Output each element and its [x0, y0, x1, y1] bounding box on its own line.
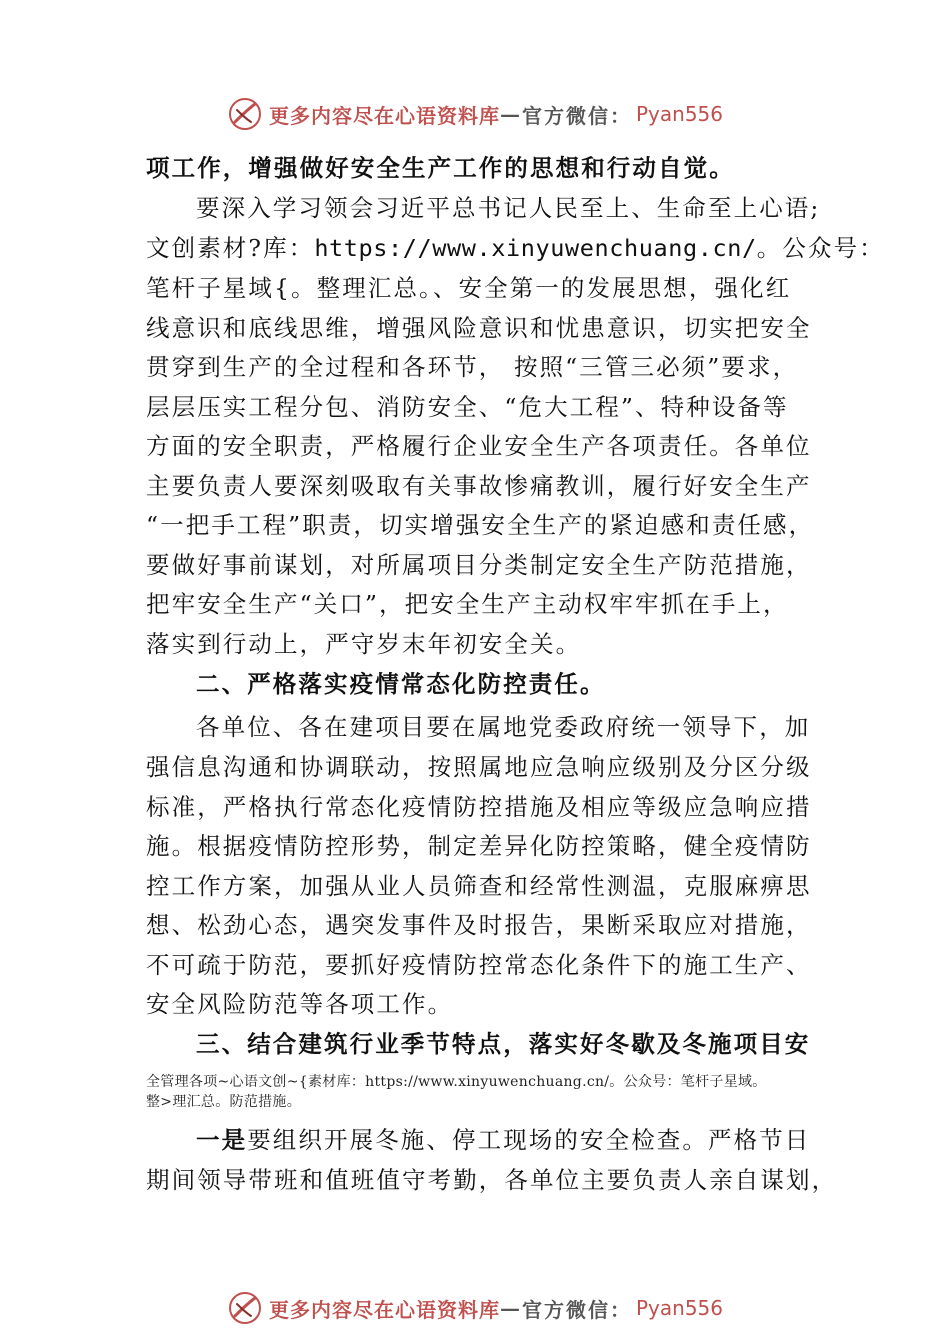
paragraph-line: 笔杆子星域{。整理汇总。、安全第一的发展思想，强化红	[146, 274, 792, 302]
banner-suffix: 官方微信：	[521, 103, 632, 128]
section-heading: 三、结合建筑行业季节特点，落实好冬歇及冬施项目安	[196, 1030, 811, 1058]
paragraph-line: 期间领导带班和值班值守考勤，各单位主要负责人亲自谋划，	[146, 1166, 838, 1194]
paragraph-line: 强信息沟通和协调联动，按照属地应急响应级别及分区分级	[146, 753, 812, 781]
banner-suffix: 官方微信：	[521, 1297, 632, 1322]
paragraph-line: 安全风险防范等各项工作。	[146, 990, 454, 1018]
paragraph-line: 方面的安全职责，严格履行企业安全生产各项责任。各单位	[146, 432, 812, 460]
banner-wechat-id: Pyan556	[635, 1296, 723, 1320]
paragraph-line: 层层压实工程分包、消防安全、“危大工程”、特种设备等	[146, 393, 789, 421]
text-fragment: 。公众号：	[756, 234, 885, 262]
paragraph-line: 标准，严格执行常态化疫情防控措施及相应等级应急响应措	[146, 793, 812, 821]
banner-prefix: 更多内容尽在心语资料库	[268, 1297, 500, 1322]
paragraph-line: 控工作方案，加强从业人员筛查和经常性测温，克服麻痹思	[146, 872, 812, 900]
paragraph-line: 落实到行动上，严守岁末年初安全关。	[146, 630, 582, 658]
banner-dash: —	[499, 1296, 522, 1320]
text-fragment: 文创素材?库：	[146, 234, 315, 262]
footer-banner	[0, 1288, 950, 1328]
paragraph-line-url	[146, 233, 885, 263]
brush-logo-icon	[227, 1290, 263, 1326]
paragraph-line: 不可疏于防范，要抓好疫情防控常态化条件下的施工生产、	[146, 951, 812, 979]
paragraph-line: 贯穿到生产的全过程和各环节， 按照“三管三必须”要求，	[146, 353, 799, 381]
paragraph-line: 要深入学习领会习近平总书记人民至上、生命至上心语;	[196, 194, 821, 222]
paragraph-line: 线意识和底线思维，增强风险意识和忧患意识，切实把安全	[146, 314, 812, 342]
paragraph-line: 项工作，增强做好安全生产工作的思想和行动自觉。	[146, 154, 735, 182]
paragraph-line: 各单位、各在建项目要在属地党委政府统一领导下，加	[196, 713, 811, 741]
paragraph-line: 施。根据疫情防控形势，制定差异化防控策略，健全疫情防	[146, 832, 812, 860]
paragraph-line	[196, 1125, 810, 1155]
banner-wechat-id: Pyan556	[635, 102, 723, 126]
banner-dash: —	[499, 102, 522, 126]
paragraph-line: 要做好事前谋划，对所属项目分类制定安全生产防范措施，	[146, 551, 812, 579]
emphasis-label: 一是	[196, 1126, 248, 1154]
watermark-note-line: 整>理汇总。防范措施。	[146, 1094, 302, 1110]
paragraph-line: 想、松劲心态，遇突发事件及时报告，果断采取应对措施，	[146, 911, 812, 939]
paragraph-line: 把牢安全生产“关口”，把安全生产主动权牢牢抓在手上，	[146, 590, 789, 618]
paragraph-line: “一把手工程”职责，切实增强安全生产的紧迫感和责任感，	[146, 511, 815, 539]
paragraph-line: 主要负责人要深刻吸取有关事故惨痛教训，履行好安全生产	[146, 472, 812, 500]
brush-logo-icon	[227, 96, 263, 132]
section-heading: 二、严格落实疫情常态化防控责任。	[196, 670, 606, 698]
header-banner	[0, 94, 950, 134]
url-link[interactable]: https://www.xinyuwenchuang.cn/	[314, 234, 757, 262]
banner-prefix: 更多内容尽在心语资料库	[268, 103, 500, 128]
text-fragment: 要组织开展冬施、停工现场的安全检查。严格节日	[247, 1126, 811, 1154]
watermark-note-line: 全管理各项~心语文创~{素材库：https://www.xinyuwenchuang.cn/。公众号：笔杆子星域。	[146, 1074, 767, 1090]
